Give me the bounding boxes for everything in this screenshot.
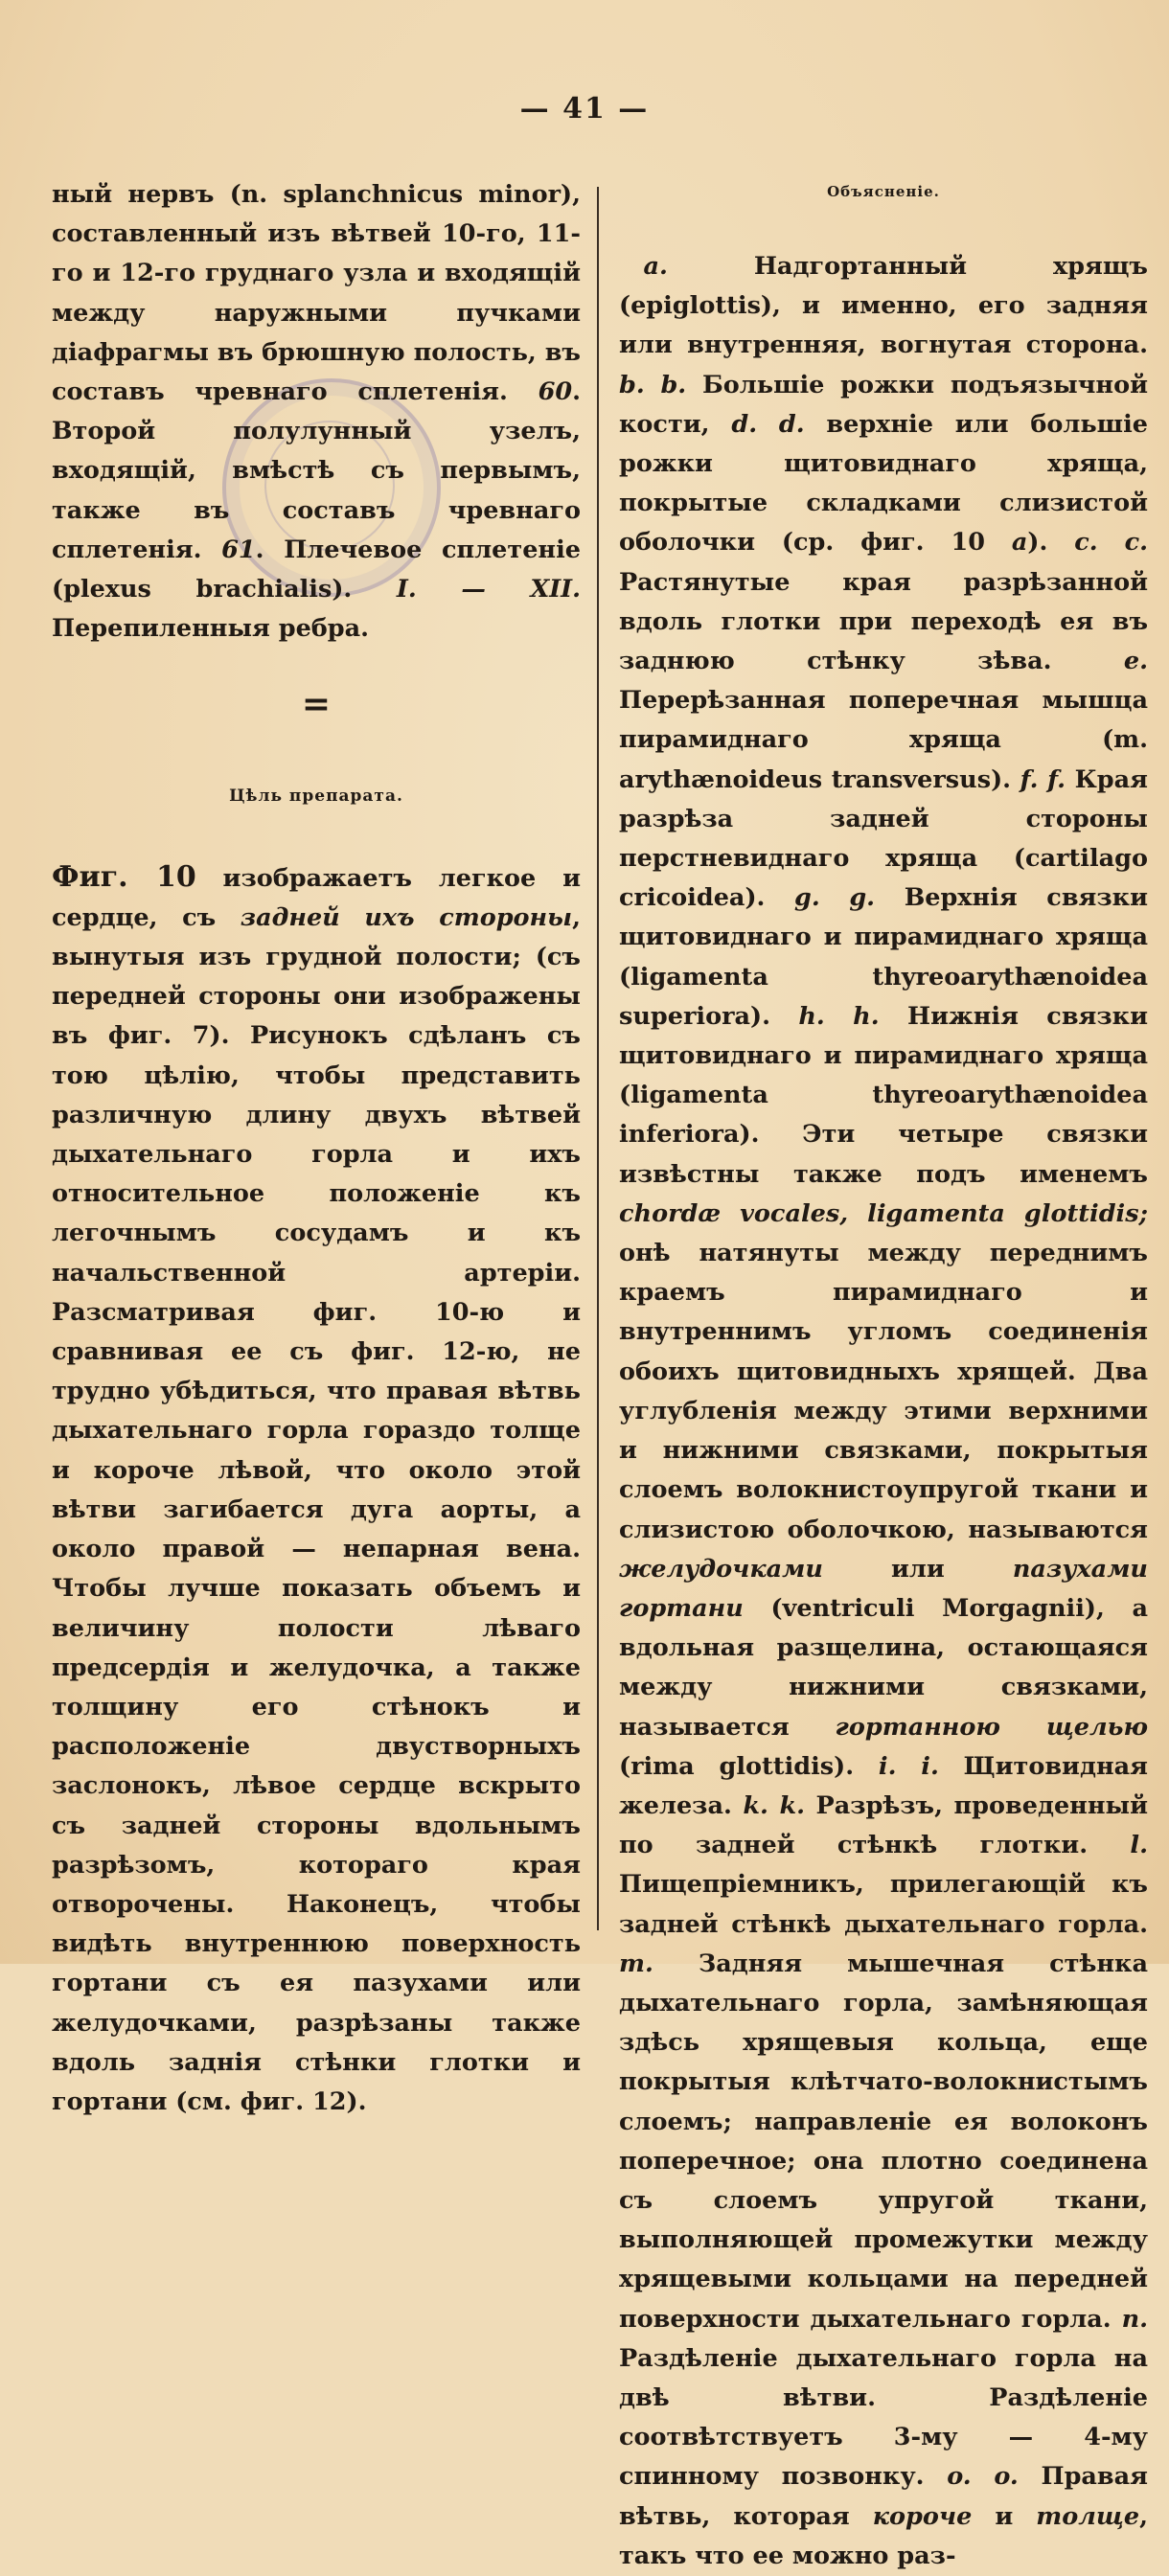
column-divider: [597, 187, 599, 1930]
separator: =: [301, 684, 332, 725]
figure-number-61: 61: [221, 535, 256, 564]
left-paragraph-1: ный нервъ (n. splanchnicus minor), составленный изъ вѣтвей 10-го, 11-го и 12-го груднаго узла и входящій между наружными пучками діафрагмы въ брюшную полость, въ составъ чревнаго сплетенія. 60. Второй полулунный узелъ, входящій, вмѣстѣ съ первымъ, также въ составъ чревнаго сплетенія. 61. Плечевое сплетеніе (plexus brachialis). I. — XII. Перепиленныя ребра.: [52, 180, 581, 644]
roman-range: I. — XII.: [396, 575, 581, 604]
right-column: [619, 182, 1148, 2576]
figure-number-60: 60: [538, 377, 573, 407]
left-column: [52, 175, 581, 2122]
figure-label: Фиг. 10: [52, 859, 196, 894]
explanation-title: Объясненіе.: [827, 183, 940, 200]
explanation-text: a. Надгортанный хрящъ (epiglottis), и именно, его задняя или внутренняя, вогнутая сторона. b. b. Большіе рожки подъязычной кости, d. d. верхніе или большіе рожки щитовиднаго хряща, покрытые складками слизистой оболочки (ср. фиг. 10 a). c. c. Растянутые края разрѣзанной вдоль глотки при переходѣ ея въ заднюю стѣнку зѣва. e. Перерѣзанная поперечная мышца пирамиднаго хряща (m. arythænoideus transversus). f. f. Края разрѣза задней стороны перстневиднаго хряща (cartilago cricoidea). g. g. Верхнія связки щитовиднаго и пирамиднаго хряща (ligamenta thyreoarythænoidea superiora). h. h. Нижнія связки щитовиднаго и пирамиднаго хряща (ligamenta thyreoarythænoidea inferiora). Эти четыре связки извѣстны также подъ именемъ chordæ vocales, ligamenta glottidis; онѣ натянуты между переднимъ краемъ пирамиднаго и внутреннимъ угломъ соединенія обоихъ щитовидныхъ хрящей. Два углубленія между этими верхними и нижними связками, покрытыя слоемъ волокнистоупругой ткани и слизистою оболочкою, называются желудочками или пазухами гортани (ventriculi Morgagnii), а вдольная разщелина, остающаяся между нижними связками, называется гортанною щелью (rima glottidis). i. i. Щитовидная железа. k. k. Разрѣзъ, проведенный по задней стѣнкѣ глотки. l. Пищепріемникъ, прилегающій къ задней стѣнкѣ дыхательнаго горла. m. Задняя мышечная стѣнка дыхательнаго горла, замѣняющая здѣсь хрящевыя кольца, еще покрытыя клѣтчато-волокнистымъ слоемъ; направленіе ея волоконъ поперечное; она плотно соединена съ слоемъ упругой ткани, выполняющей промежутки между хрящевыми кольцами на передней поверхности дыхательнаго горла. n. Раздѣленіе дыхательнаго горла на двѣ вѣтви. Раздѣленіе соотвѣтствуетъ 3-му — 4-му спинному позвонку. o. o. Правая вѣтвь, которая короче и толще, такъ что ее можно раз-: [619, 252, 1149, 2570]
section-title: Цѣль препарата.: [229, 786, 403, 807]
page-number: — 41 —: [519, 92, 650, 125]
left-paragraph-2: Фиг. 10 изображаетъ легкое и сердце, съ задней ихъ стороны, вынутыя изъ грудной полости; (съ передней стороны они изображены въ фиг. 7). Рисунокъ сдѣланъ съ тою цѣлію, чтобы представить различную длину двухъ вѣтвей дыхательнаго горла и ихъ относительное положеніе къ легочнымъ сосудамъ и къ начальственной артеріи. Разсматривая фиг. 10-ю и сравнивая ее съ фиг. 12-ю, не трудно убѣдиться, что правая вѣтвь дыхательнаго горла гораздо толще и короче лѣвой, что около этой вѣтви загибается дуга аорты, а около правой — непарная вена. Чтобы лучше показать объемъ и величину полости лѣваго предсердія и желудочка, а также толщину его стѣнокъ и расположеніе двустворныхъ заслонокъ, лѣвое сердце вскрыто съ задней стороны вдольнымъ разрѣзомъ, котораго края отворочены. Наконецъ, чтобы видѣть внутреннюю поверхность гортани съ ея пазухами или желудочками, разрѣзаны также вдоль заднія стѣнки глотки и гортани (см. фиг. 12).: [52, 859, 581, 2116]
